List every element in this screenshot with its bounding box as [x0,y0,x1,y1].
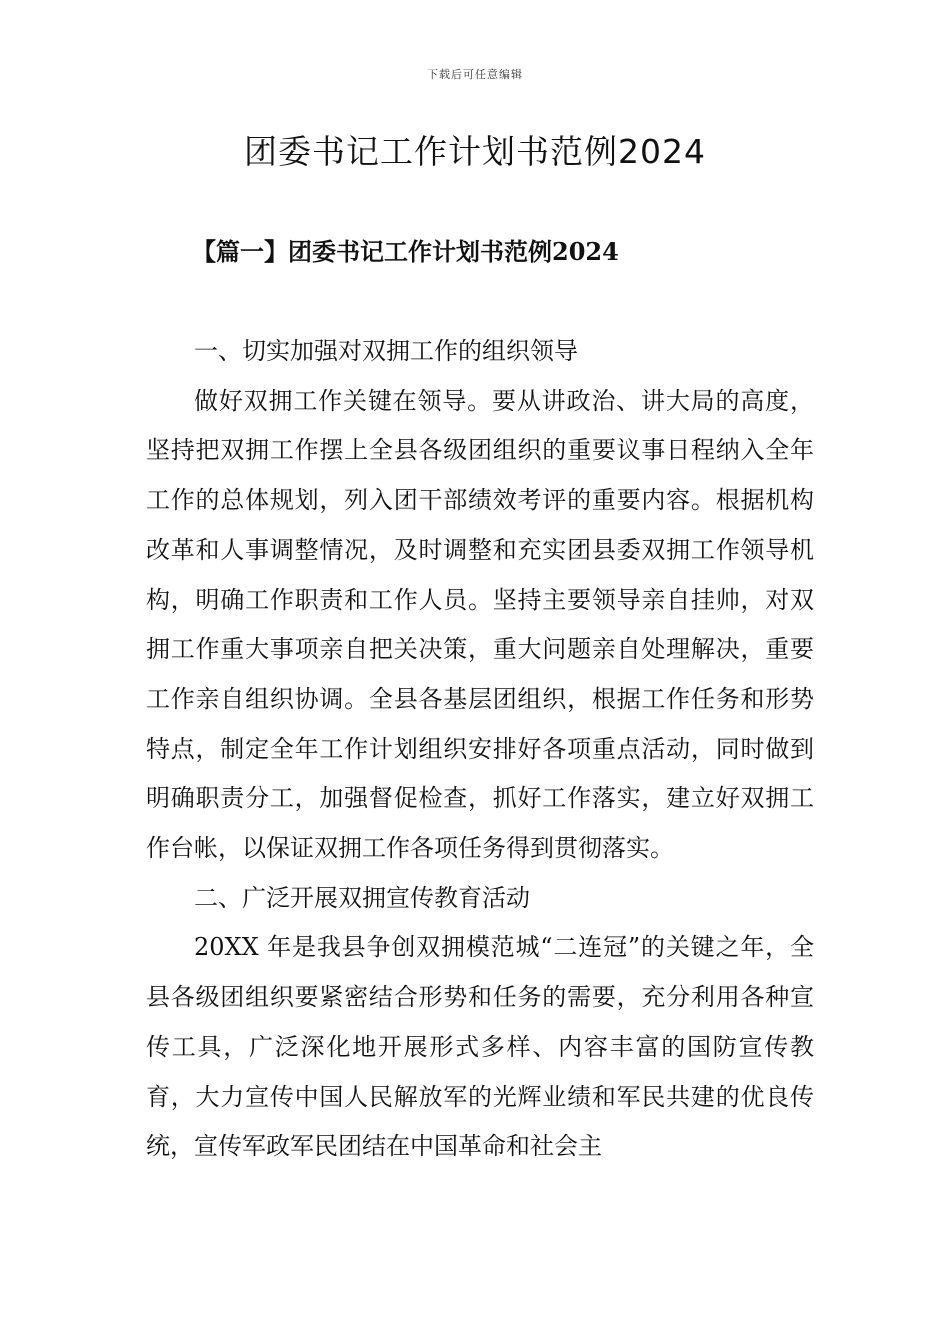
section-title: 【篇一】团委书记工作计划书范例2024 [192,237,619,266]
paragraph-body: 做好双拥工作关键在领导。要从讲政治、讲大局的高度，坚持把双拥工作摆上全县各级团组织的重要议事日程纳入全年工作的总体规划，列入团干部绩效考评的重要内容。根据机构改革和人事调整情况，及时调整和充实团县委双拥工作领导机构，明确工作职责和工作人员。坚持主要领导亲自挂帅，对双拥工作重大事项亲自把关决策，重大问题亲自处理解决，重要工作亲自组织协调。全县各基层团组织，根据工作任务和形势特点，制定全年工作计划组织安排好各项重点活动，同时做到明确职责分工，加强督促检查，抓好工作落实，建立好双拥工作台帐，以保证双拥工作各项任务得到贯彻落实。 [146,386,814,863]
paragraph-body: 20XX 年是我县争创双拥模范城“二连冠”的关键之年，全县各级团组织要紧密结合形势和任务的需要，充分利用各种宣传工具，广泛深化地开展形式多样、内容丰富的国防宣传教育，大力宣传中国人民解放军的光辉业绩和军民共建的优良传统，宣传军政军民团结在中国革命和社会主 [146,933,814,1161]
paragraph-heading: 二、广泛开展双拥宣传教育活动 [194,883,530,912]
paragraph-heading: 一、切实加强对双拥工作的组织领导 [194,337,578,365]
header-note: 下载后可任意编辑 [427,68,523,81]
document-body [146,327,814,1172]
document-title: 团委书记工作计划书范例2024 [244,132,706,171]
